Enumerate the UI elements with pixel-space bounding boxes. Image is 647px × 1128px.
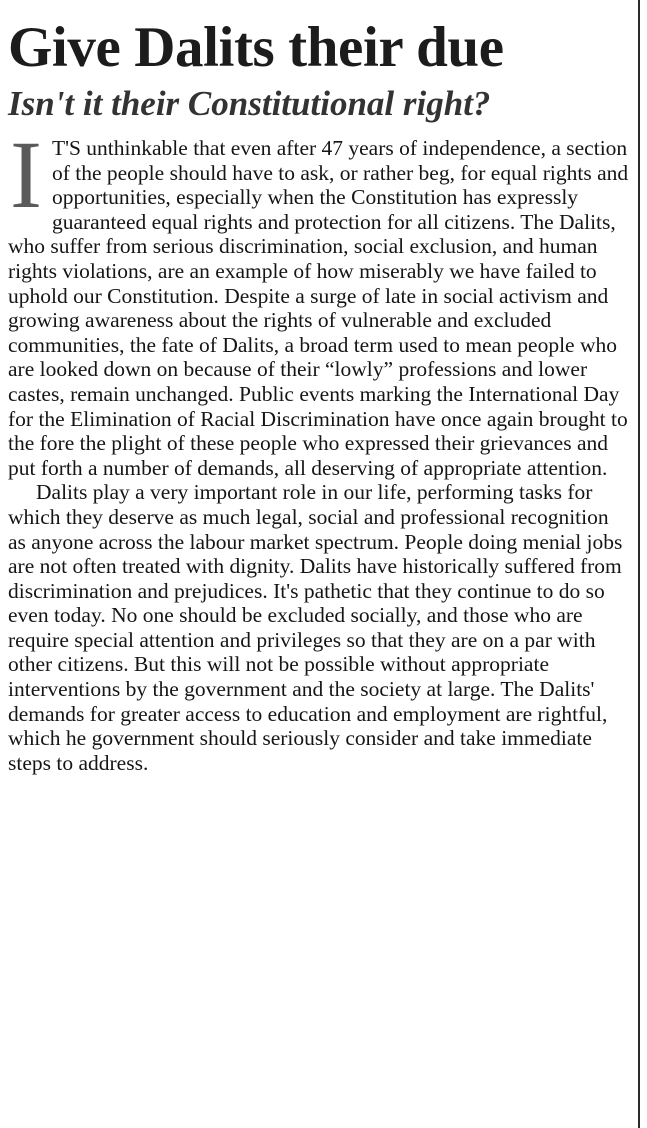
- article-subheadline: Isn't it their Constitutional right?: [8, 84, 491, 123]
- article-headline: Give Dalits their due: [8, 16, 504, 79]
- column-divider-rule: [638, 0, 640, 1128]
- article-paragraph-2: Dalits play a very important role in our life, performing tasks for which they deserve as much legal, social and professional recognition as anyone across the labour market spectrum. People doing menial jobs are not often treated with dignity. Dalits have historically suffered from discrimination and prejudices. It's pathetic that they continue to do so even today. No one should be excluded socially, and those who are require special attention and privileges so that they are on a par with other citizens. But this will not be possible without appropriate interventions by the government and the society at large. The Dalits' demands for greater access to education and employment are rightful, which he government should seriously consider and take immediate steps to address.: [8, 480, 623, 775]
- article-paragraph-1: [8, 121, 630, 480]
- paragraph-1-text: T'S unthinkable that even after 47 years of independence, a section of the people should have to ask, or rather beg, for equal rights and opportunities, especially when the Constitution has expressly guaranteed equal rights and protection for all citizens. The Dalits, who suffer from serious discrimination, social exclusion, and human rights violations, are an example of how miserably we have failed to uphold our Constitution. Despite a surge of late in social activism and growing awareness about the rights of vulnerable and excluded communities, the fate of Dalits, a broad term used to mean people who are looked down on because of their “lowly” professions and lower castes, remain unchanged. Public events marking the International Day for the Elimination of Racial Discrimination have once again brought to the fore the plight of these people who expressed their grievances and put forth a number of demands, all deserving of appropriate attention.: [8, 136, 629, 480]
- drop-cap: I: [10, 121, 42, 228]
- editorial-article: [8, 16, 630, 775]
- article-body: [8, 121, 630, 775]
